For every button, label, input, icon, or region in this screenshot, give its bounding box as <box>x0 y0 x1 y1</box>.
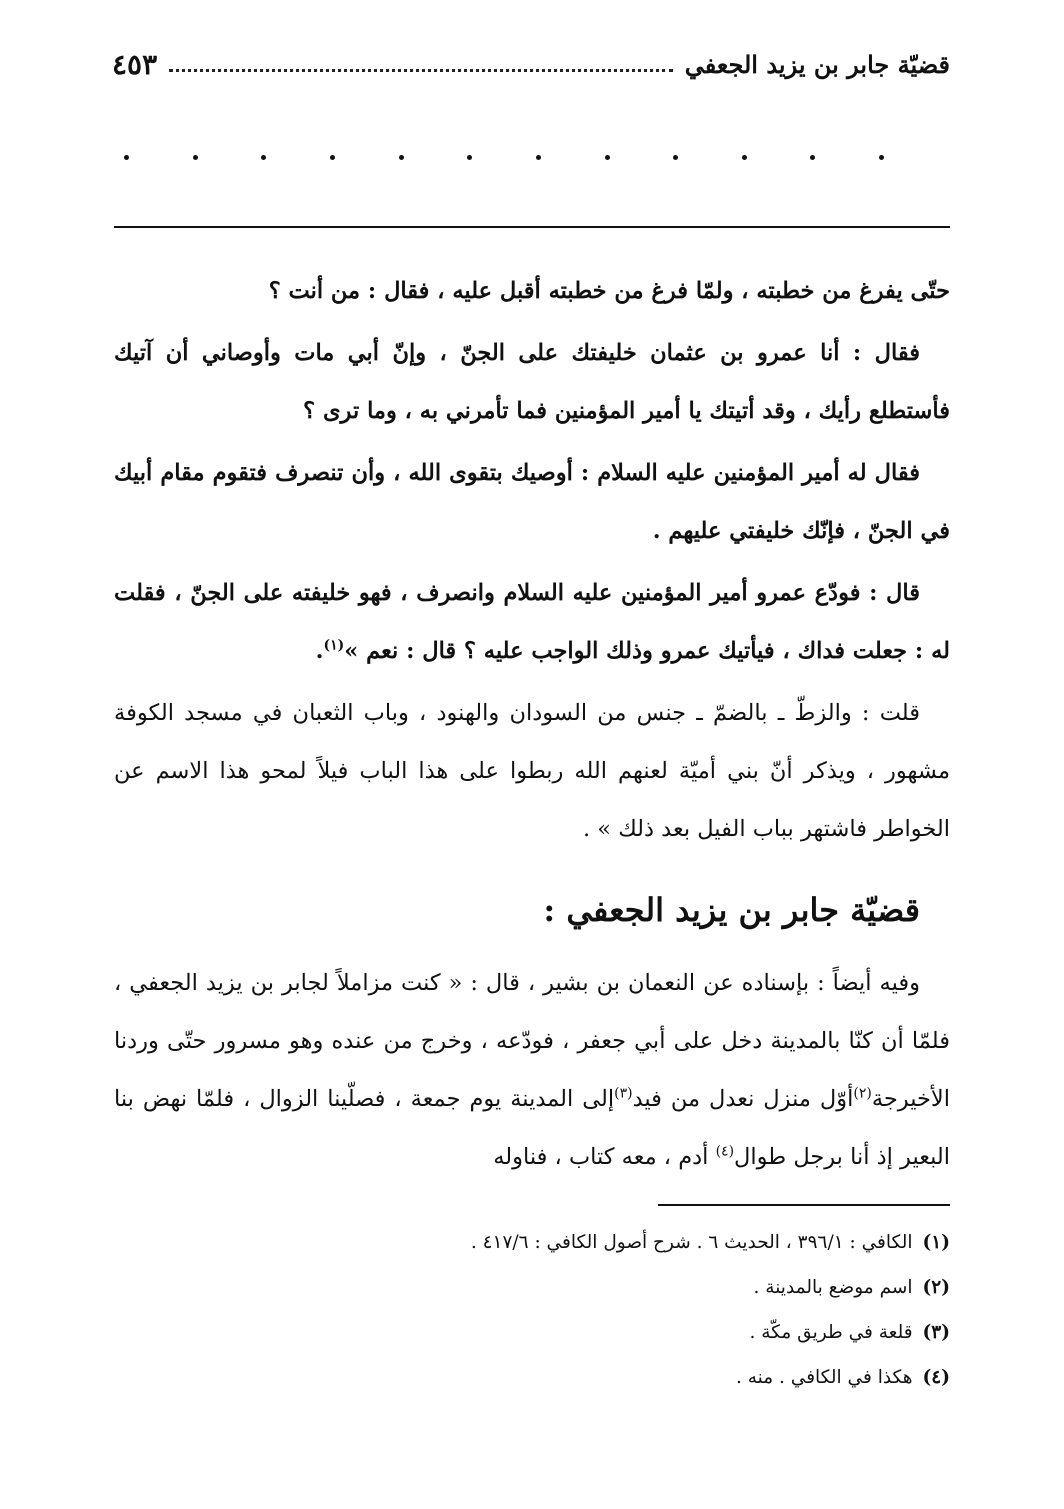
ornament-dot <box>879 155 884 160</box>
footnote-text: قلعة في طريق مكّة . <box>749 1322 913 1343</box>
footnote-4 <box>114 1361 950 1395</box>
footnote-3 <box>114 1316 950 1350</box>
ornament-dot <box>399 155 404 160</box>
main-text <box>114 262 950 1186</box>
running-header <box>112 44 950 84</box>
ornament-dot <box>467 155 472 160</box>
footnote-ref-2: (٢) <box>853 1085 872 1102</box>
ornament-dot <box>193 155 198 160</box>
ornament-dots <box>124 150 884 164</box>
footnote-ref-4: (٤) <box>715 1143 735 1160</box>
paragraph-6-part-b: أوّل منزل نعدل من فيد <box>632 1086 854 1112</box>
header-rule <box>114 226 950 228</box>
ornament-dot <box>810 155 815 160</box>
paragraph-3: فقال له أمير المؤمنين عليه السلام : أوصيك بتقوى الله ، وأن تنصرف فتقوم مقام أبيك في الجنّ ، فإنّك خليفتي عليهم . <box>114 460 950 544</box>
footnote-rule <box>658 1204 950 1206</box>
footnote-number: (١) <box>922 1232 950 1253</box>
ornament-dot <box>124 155 129 160</box>
paragraph-6-part-c: إلى المدينة يوم جمعة ، فصلّينا الزوال ، فلمّا نهض بنا البعير إذ أنا برجل طوال <box>114 1086 950 1170</box>
paragraph-5: قلت : والزطّ ـ بالضمّ ـ جنس من السودان والهنود ، وباب الثعبان في مسجد الكوفة مشهور ، ويذكر أنّ بني أميّة لعنهم الله ربطوا على هذا الباب فيلاً لمحو هذا الاسم عن الخواطر فاشتهر بباب الفيل بعد ذلك » . <box>114 700 950 842</box>
paragraph-4-end: . <box>315 638 324 664</box>
paragraph-6 <box>114 954 950 1186</box>
footnotes <box>114 1226 950 1406</box>
ornament-dot <box>536 155 541 160</box>
ornament-dot <box>673 155 678 160</box>
running-title: قضيّة جابر بن يزيد الجعفي <box>684 49 950 79</box>
paragraph-4-text: قال : فودّع عمرو أمير المؤمنين عليه السلام وانصرف ، فهو خليفته على الجنّ ، فقلت له : جعلت فداك ، فيأتيك عمرو وذلك الواجب عليه ؟ قال : نعم » <box>114 580 950 664</box>
page-number: ٤٥٣ <box>112 47 158 81</box>
footnote-text: هكذا في الكافي . منه . <box>735 1367 913 1388</box>
footnote-text: الكافي : ٣٩٦/١ ، الحديث ٦ . شرح أصول الكافي : ٤١٧/٦ . <box>470 1232 913 1253</box>
ornament-dot <box>261 155 266 160</box>
paragraph-1: حتّى يفرغ من خطبته ، ولمّا فرغ من خطبته أقبل عليه ، فقال : من أنت ؟ <box>268 278 950 304</box>
paragraph-6-part-d: أدم ، معه كتاب ، فناوله <box>493 1144 709 1170</box>
paragraph-2: فقال : أنا عمرو بن عثمان خليفتك على الجنّ ، وإنّ أبي مات وأوصاني أن آتيك فأستطلع رأيك ، وقد أتيتك يا أمير المؤمنين فما تأمرني به ، وما ترى ؟ <box>114 340 950 424</box>
footnote-text: اسم موضع بالمدينة . <box>753 1277 913 1298</box>
footnote-number: (٤) <box>922 1367 950 1388</box>
paragraph-4 <box>114 564 950 680</box>
footnote-ref-3: (٣) <box>614 1085 633 1102</box>
footnote-1 <box>114 1226 950 1260</box>
footnote-2 <box>114 1271 950 1305</box>
paragraph-6-part-a: وفيه أيضاً : بإسناده عن النعمان بن بشير ، قال : « كنت مزاملاً لجابر بن يزيد الجعفي ، فلمّا أن كنّا بالمدينة دخل على أبي جعفر ، فودّعه ، وخرج من عنده وهو مسرور حتّى وردنا الأخيرجة <box>114 970 950 1112</box>
footnote-number: (٣) <box>922 1322 950 1343</box>
ornament-dot <box>742 155 747 160</box>
ornament-dot <box>605 155 610 160</box>
ornament-dot <box>330 155 335 160</box>
footnote-ref-1: (١) <box>323 637 345 654</box>
footnote-number: (٢) <box>922 1277 950 1298</box>
dot-leader <box>169 69 673 72</box>
section-heading: قضيّة جابر بن يزيد الجعفي : <box>543 891 920 929</box>
